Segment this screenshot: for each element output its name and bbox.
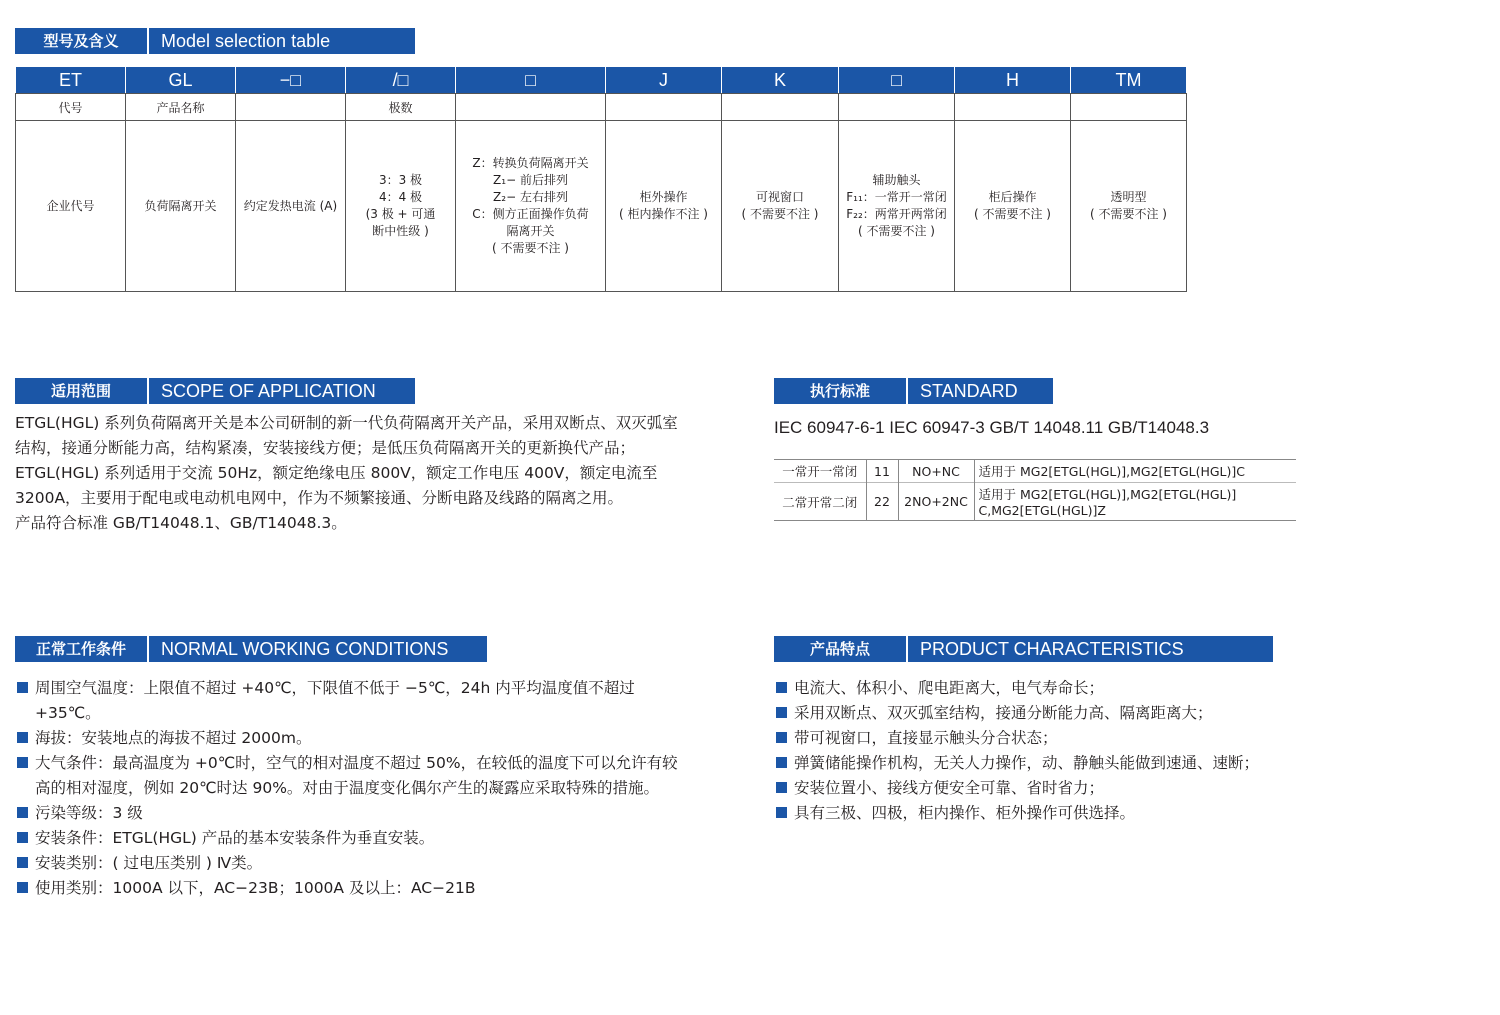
list-item bbox=[15, 726, 685, 751]
model-header-cell: −□ bbox=[236, 67, 346, 94]
section-title-en: NORMAL WORKING CONDITIONS bbox=[149, 636, 487, 662]
section-title-cn: 正常工作条件 bbox=[15, 636, 147, 662]
scope-standard-note: 产品符合标准 GB/T14048.1、GB/T14048.3。 bbox=[15, 514, 347, 532]
list-item-text: 具有三极、四极，柜内操作、柜外操作可供选择。 bbox=[794, 804, 1136, 822]
section-title-en: SCOPE OF APPLICATION bbox=[149, 378, 415, 404]
table-row bbox=[774, 483, 1296, 521]
contact-name: 一常开一常闭 bbox=[774, 460, 866, 483]
model-desc-cell: 辅助触头 F₁₁：一常开一常闭 F₂₂：两常开两常闭 ( 不需要不注 ) bbox=[839, 121, 955, 292]
model-desc-cell: 可视窗口 ( 不需要不注 ) bbox=[722, 121, 839, 292]
list-item bbox=[15, 876, 685, 901]
contact-note: 适用于 MG2[ETGL(HGL)],MG2[ETGL(HGL)]C bbox=[974, 460, 1296, 483]
list-item-text: 周围空气温度：上限值不超过 +40℃，下限值不低于 −5℃，24h 内平均温度值不超过 +35℃。 bbox=[35, 679, 635, 722]
bullet-square-icon bbox=[776, 732, 787, 743]
model-label-cell bbox=[236, 94, 346, 121]
model-header-cell: □ bbox=[839, 67, 955, 94]
characteristics-list bbox=[774, 676, 1474, 826]
model-header-cell: H bbox=[955, 67, 1071, 94]
characteristics-section-header bbox=[774, 636, 1273, 662]
scope-paragraph: ETGL(HGL) 系列负荷隔离开关是本公司研制的新一代负荷隔离开关产品，采用双断点、双灭弧室结构，接通分断能力高，结构紧凑，安装接线方便；是低压负荷隔离开关的更新换代产品；ETGL(HGL) 系列适用于交流 50Hz，额定绝缘电压 800V，额定工作电压 400V，额定电流至 3200A，主要用于配电或电动机电网中，作为不频繁接通、分断电路及线路的隔离之用。 bbox=[15, 414, 678, 507]
model-label-cell bbox=[606, 94, 722, 121]
aux-contact-table bbox=[774, 459, 1296, 521]
bullet-square-icon bbox=[17, 832, 28, 843]
model-header-cell: J bbox=[606, 67, 722, 94]
model-label-cell bbox=[722, 94, 839, 121]
model-desc-cell: 透明型 ( 不需要不注 ) bbox=[1071, 121, 1187, 292]
list-item bbox=[774, 751, 1474, 776]
model-label-cell bbox=[839, 94, 955, 121]
list-item-text: 污染等级：3 级 bbox=[35, 804, 143, 822]
list-item bbox=[774, 801, 1474, 826]
list-item-text: 使用类别：1000A 以下，AC−23B；1000A 及以上：AC−21B bbox=[35, 879, 476, 897]
model-header-cell: K bbox=[722, 67, 839, 94]
section-title-cn: 型号及含义 bbox=[15, 28, 147, 54]
bullet-square-icon bbox=[17, 732, 28, 743]
bullet-square-icon bbox=[17, 882, 28, 893]
list-item-text: 带可视窗口，直接显示触头分合状态； bbox=[794, 729, 1058, 747]
contact-code: 11 bbox=[866, 460, 898, 483]
bullet-square-icon bbox=[776, 757, 787, 768]
contact-type: 2NO+2NC bbox=[898, 483, 974, 521]
list-item bbox=[774, 776, 1474, 801]
list-item-text: 安装位置小、接线方便安全可靠、省时省力； bbox=[794, 779, 1105, 797]
list-item-text: 安装类别：( 过电压类别 ) Ⅳ类。 bbox=[35, 854, 263, 872]
list-item bbox=[15, 851, 685, 876]
model-header-cell: TM bbox=[1071, 67, 1187, 94]
model-desc-cell: 约定发热电流 (A) bbox=[236, 121, 346, 292]
list-item bbox=[774, 676, 1474, 701]
list-item bbox=[774, 701, 1474, 726]
list-item bbox=[15, 826, 685, 851]
model-header-cell: ET bbox=[16, 67, 126, 94]
model-desc-cell: 柜后操作 ( 不需要不注 ) bbox=[955, 121, 1071, 292]
section-title-cn: 产品特点 bbox=[774, 636, 906, 662]
section-title-cn: 适用范围 bbox=[15, 378, 147, 404]
scope-section-header bbox=[15, 378, 415, 404]
list-item-text: 弹簧储能操作机构，无关人力操作，动、静触头能做到速通、速断； bbox=[794, 754, 1260, 772]
scope-text bbox=[15, 411, 685, 536]
model-label-cell bbox=[1071, 94, 1187, 121]
standard-section-header bbox=[774, 378, 1053, 404]
model-desc-cell: 柜外操作 ( 柜内操作不注 ) bbox=[606, 121, 722, 292]
list-item bbox=[15, 676, 685, 726]
section-title-cn: 执行标准 bbox=[774, 378, 906, 404]
list-item bbox=[774, 726, 1474, 751]
list-item-text: 大气条件：最高温度为 +0℃时，空气的相对温度不超过 50%，在较低的温度下可以允许有较高的相对湿度，例如 20℃时达 90%。对由于温度变化偶尔产生的凝露应采取特殊的措施。 bbox=[35, 754, 678, 797]
list-item-text: 电流大、体积小、爬电距离大，电气寿命长； bbox=[794, 679, 1105, 697]
standard-list: IEC 60947-6-1 IEC 60947-3 GB/T 14048.11 GB/T14048.3 bbox=[774, 418, 1210, 437]
model-desc-cell: 企业代号 bbox=[16, 121, 126, 292]
model-header-cell: /□ bbox=[346, 67, 456, 94]
table-row bbox=[774, 460, 1296, 483]
model-section-header bbox=[15, 28, 415, 54]
list-item bbox=[15, 751, 685, 801]
contact-type: NO+NC bbox=[898, 460, 974, 483]
model-desc-cell: 负荷隔离开关 bbox=[126, 121, 236, 292]
bullet-square-icon bbox=[776, 782, 787, 793]
working-section-header bbox=[15, 636, 487, 662]
contact-code: 22 bbox=[866, 483, 898, 521]
model-label-cell: 代号 bbox=[16, 94, 126, 121]
bullet-square-icon bbox=[17, 682, 28, 693]
model-selection-table bbox=[15, 66, 1187, 292]
bullet-square-icon bbox=[17, 757, 28, 768]
section-title-en: Model selection table bbox=[149, 28, 415, 54]
model-header-cell: GL bbox=[126, 67, 236, 94]
list-item-text: 安装条件：ETGL(HGL) 产品的基本安装条件为垂直安装。 bbox=[35, 829, 435, 847]
working-conditions-list bbox=[15, 676, 685, 901]
model-desc-cell: Z：转换负荷隔离开关 Z₁− 前后排列 Z₂− 左右排列 C：侧方正面操作负荷 隔离开关 ( 不需要不注 ) bbox=[456, 121, 606, 292]
model-label-cell bbox=[955, 94, 1071, 121]
model-label-cell: 极数 bbox=[346, 94, 456, 121]
section-title-en: STANDARD bbox=[908, 378, 1053, 404]
contact-name: 二常开常二闭 bbox=[774, 483, 866, 521]
bullet-square-icon bbox=[17, 857, 28, 868]
bullet-square-icon bbox=[776, 682, 787, 693]
list-item-text: 海拔：安装地点的海拔不超过 2000m。 bbox=[35, 729, 312, 747]
list-item-text: 采用双断点、双灭弧室结构，接通分断能力高、隔离距离大； bbox=[794, 704, 1213, 722]
model-desc-cell: 3：3 极 4：4 极 (3 极 + 可通 断中性级 ) bbox=[346, 121, 456, 292]
model-header-cell: □ bbox=[456, 67, 606, 94]
bullet-square-icon bbox=[17, 807, 28, 818]
list-item bbox=[15, 801, 685, 826]
model-label-cell bbox=[456, 94, 606, 121]
contact-note: 适用于 MG2[ETGL(HGL)],MG2[ETGL(HGL)] C,MG2[ETGL(HGL)]Z bbox=[974, 483, 1296, 521]
model-label-cell: 产品名称 bbox=[126, 94, 236, 121]
bullet-square-icon bbox=[776, 707, 787, 718]
section-title-en: PRODUCT CHARACTERISTICS bbox=[908, 636, 1273, 662]
bullet-square-icon bbox=[776, 807, 787, 818]
